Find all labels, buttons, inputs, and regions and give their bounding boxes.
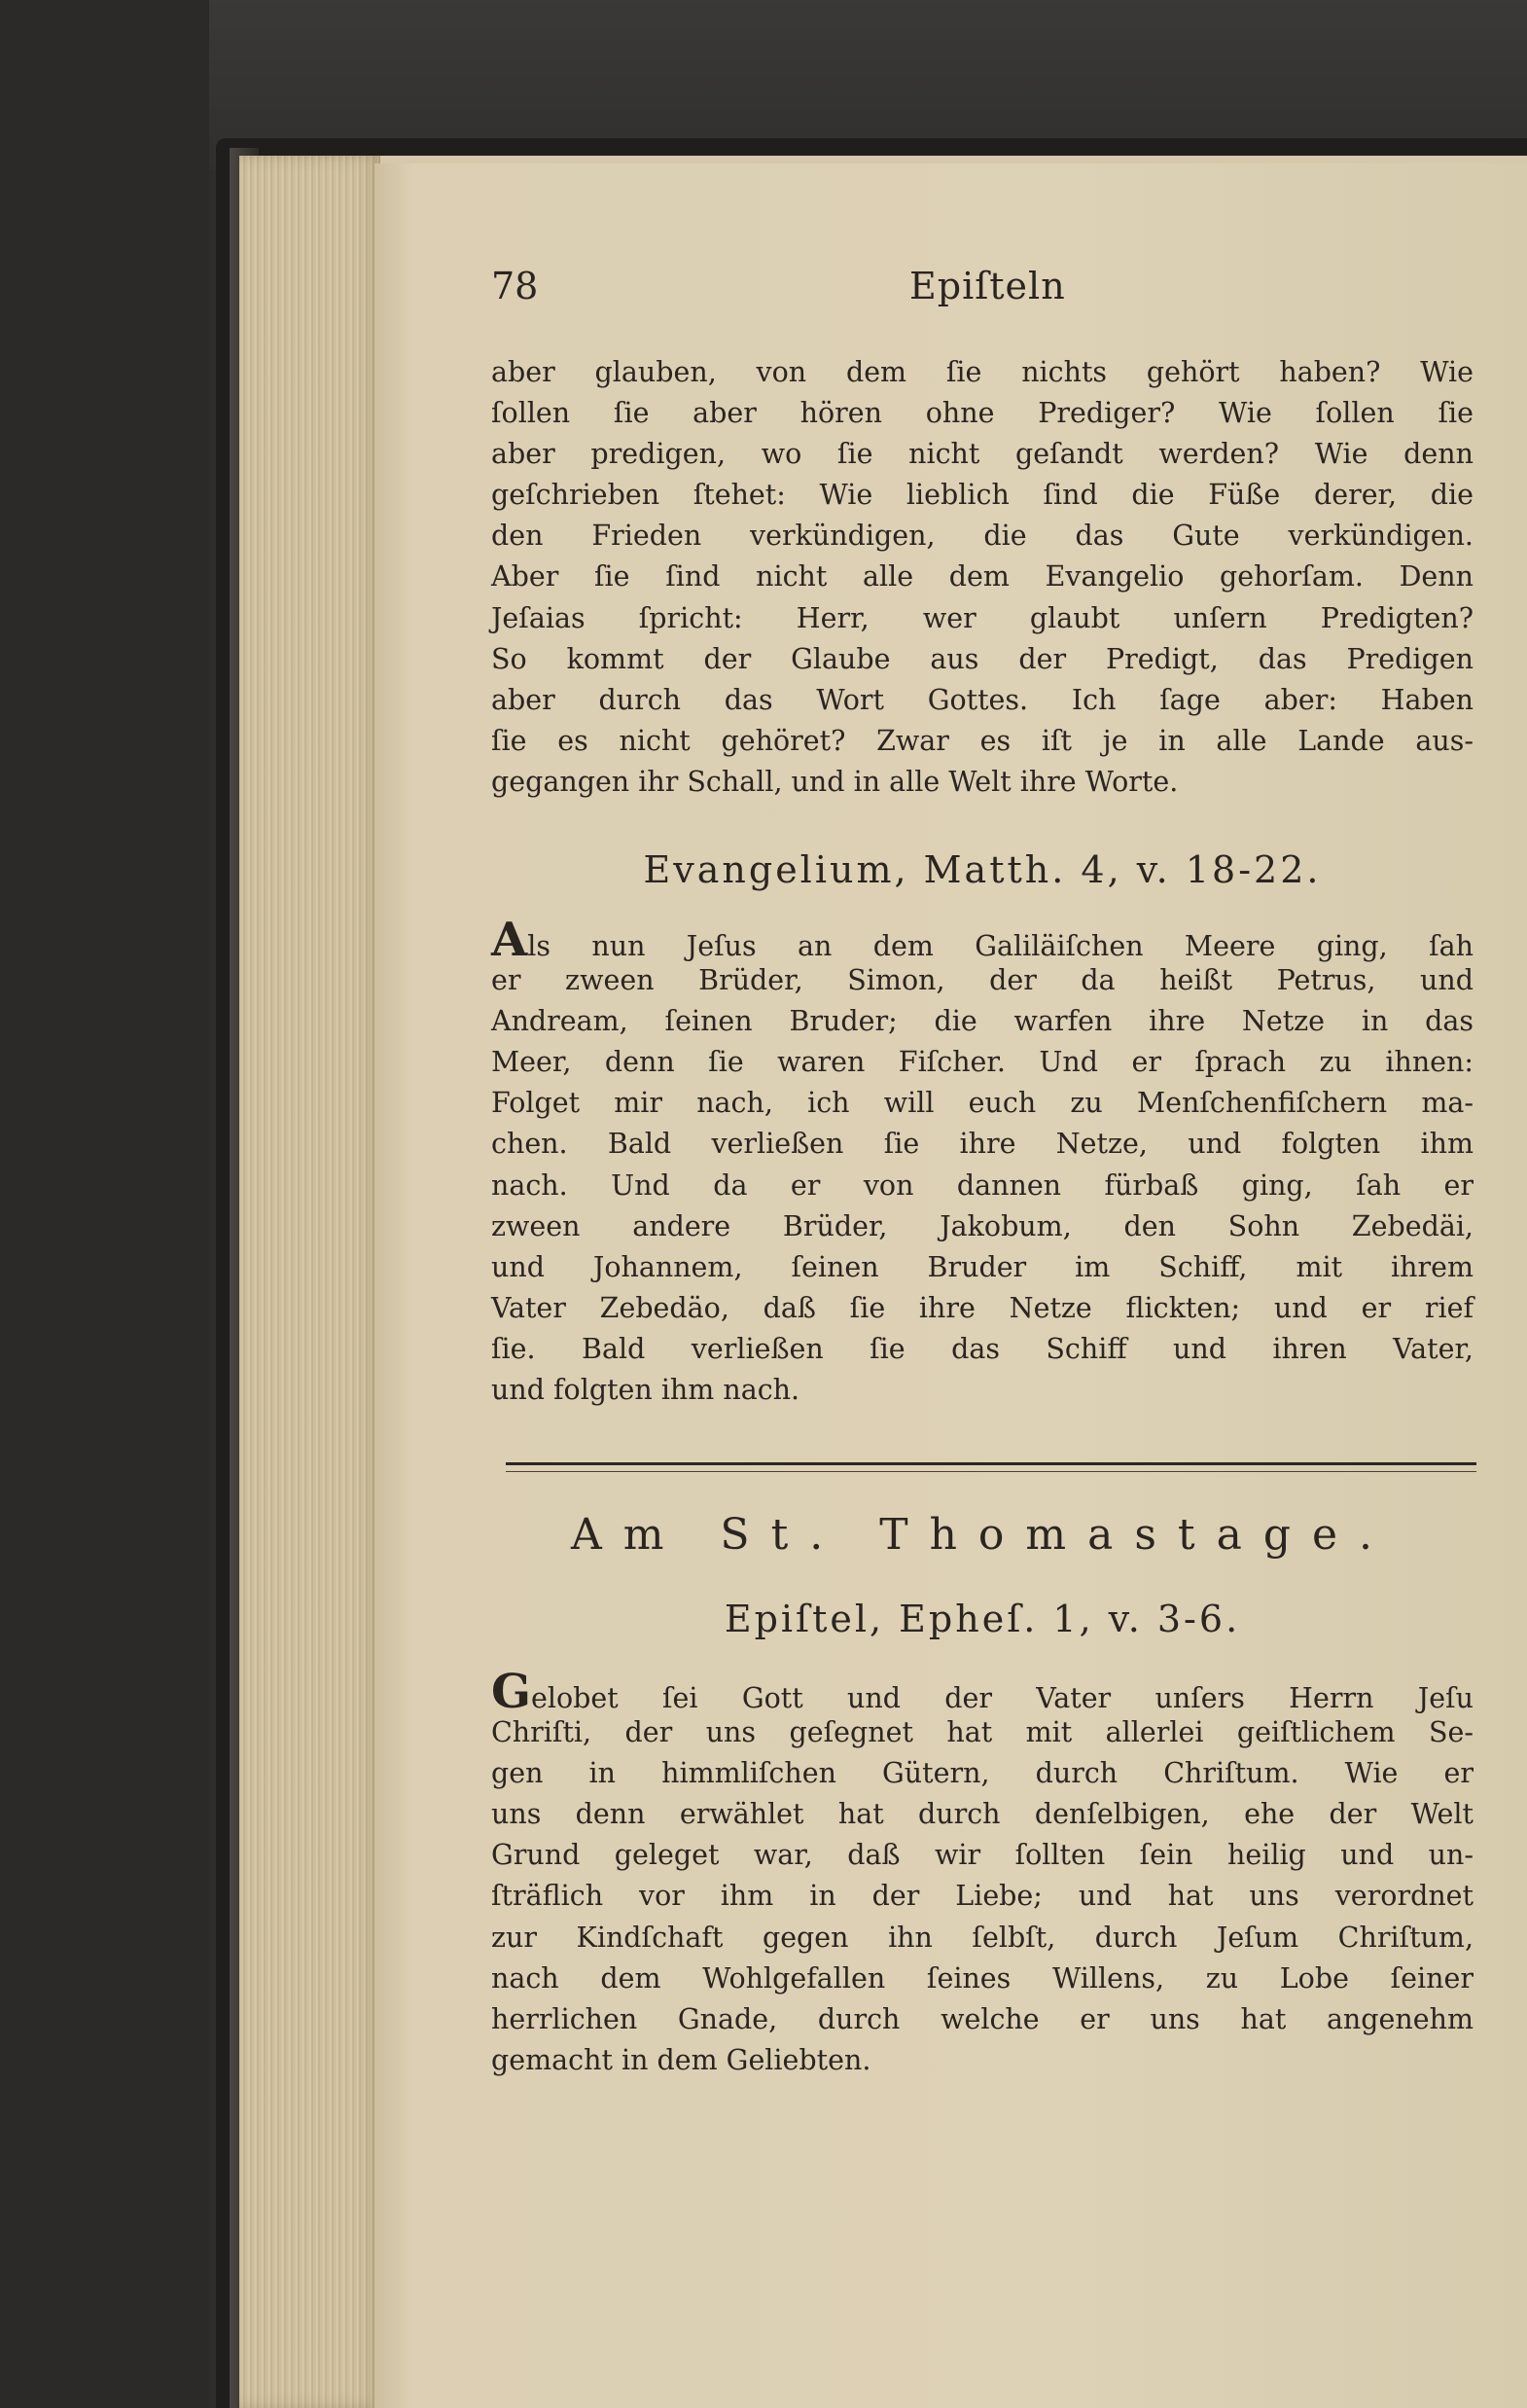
text-line: Vater Zebedäo, daß ſie ihre Netze flickten; und er rief [491, 1291, 1474, 1324]
running-title: Epiſteln [909, 265, 1066, 307]
text-line: gen in himmliſchen Gütern, durch Chriſtum. Wie er [491, 1757, 1474, 1790]
text-line: nach dem Wohlgefallen ſeines Willens, zu Lobe ſeiner [491, 1961, 1474, 1995]
text-line: er zween Brüder, Simon, der da heißt Petrus, und [491, 964, 1474, 997]
text-line: gegangen ihr Schall, und in alle Welt ihre Worte. [491, 765, 1179, 798]
text-line: herrlichen Gnade, durch welche er uns hat angenehm [491, 2002, 1474, 2035]
epistle-continuation [491, 352, 1474, 803]
gospel-text [491, 913, 1474, 1411]
page-edges [239, 156, 380, 2408]
text-line: So kommt der Glaube aus der Predigt, das Predigen [491, 642, 1474, 675]
gospel-heading: Evangelium, Matth. 4, v. 18-22. [643, 848, 1322, 891]
text-line: ſträflich vor ihm in der Liebe; und hat uns verordnet [491, 1880, 1474, 1913]
text-line: uns denn erwählet hat durch denſelbigen, ehe der Welt [491, 1798, 1474, 1831]
text-line: Chriſti, der uns geſegnet hat mit allerlei geiſtlichem Se- [491, 1716, 1474, 1749]
text-line: Meer, denn ſie waren Fiſcher. Und er ſprach zu ihnen: [491, 1046, 1474, 1079]
text-line: und folgten ihm nach. [491, 1374, 800, 1407]
text-line [491, 1665, 1474, 1719]
epistle-text [491, 1665, 1474, 2081]
page-header [491, 265, 1474, 323]
text-line: Grund geleget war, daß wir ſollten ſein heilig und un- [491, 1839, 1474, 1872]
text-line: aber predigen, wo ſie nicht geſandt werden? Wie denn [491, 438, 1474, 471]
text-line: Andream, ſeinen Bruder; die warfen ihre Netze in das [491, 1005, 1474, 1038]
text-line: aber durch das Wort Gottes. Ich ſage aber: Haben [491, 683, 1474, 716]
text-line: Aber ſie ſind nicht alle dem Evangelio gehorſam. Denn [491, 560, 1474, 593]
text-line-content: elobet ſei Gott und der Vater unſers Herrn Jeſu [531, 1682, 1474, 1714]
drop-cap: A [491, 913, 528, 967]
epistle-heading: Epiſtel, Epheſ. 1, v. 3-6. [724, 1598, 1241, 1640]
background-left [0, 0, 209, 2408]
text-line: den Frieden verkündigen, die das Gute verkündigen. [491, 520, 1474, 553]
text-line: zur Kindſchaft gegen ihn ſelbſt, durch Jeſum Chriſtum, [491, 1921, 1474, 1954]
text-line: ſollen ſie aber hören ohne Prediger? Wie ſollen ſie [491, 397, 1474, 430]
drop-cap: G [491, 1665, 531, 1719]
text-line: aber glauben, von dem ſie nichts gehört haben? Wie [491, 356, 1474, 388]
text-line: und Johannem, ſeinen Bruder im Schiff, mit ihrem [491, 1250, 1474, 1283]
text-line: gemacht in dem Geliebten. [491, 2043, 871, 2076]
text-line-content: ls nun Jeſus an dem Galiläiſchen Meere ging, ſah [527, 930, 1474, 962]
text-line: chen. Bald verließen ſie ihre Netze, und folgten ihm [491, 1128, 1474, 1161]
text-line [491, 913, 1474, 967]
text-line: zween andere Brüder, Jakobum, den Sohn Zebedäi, [491, 1209, 1474, 1242]
text-line: Folget mir nach, ich will euch zu Menſchenfiſchern ma- [491, 1087, 1474, 1120]
text-line: nach. Und da er von dannen fürbaß ging, ſah er [491, 1168, 1474, 1202]
text-line: geſchrieben ſtehet: Wie lieblich ſind die Füße derer, die [491, 479, 1474, 512]
page-number: 78 [491, 265, 539, 307]
text-line: ſie es nicht gehöret? Zwar es iſt je in alle Lande aus- [491, 724, 1474, 757]
text-line: Jeſaias ſpricht: Herr, wer glaubt unſern Predigten? [491, 601, 1474, 634]
text-line: ſie. Bald verließen ſie das Schiff und ihren Vater, [491, 1332, 1474, 1365]
section-divider [506, 1462, 1476, 1472]
feast-heading: Am St. Thomastage. [570, 1510, 1395, 1560]
